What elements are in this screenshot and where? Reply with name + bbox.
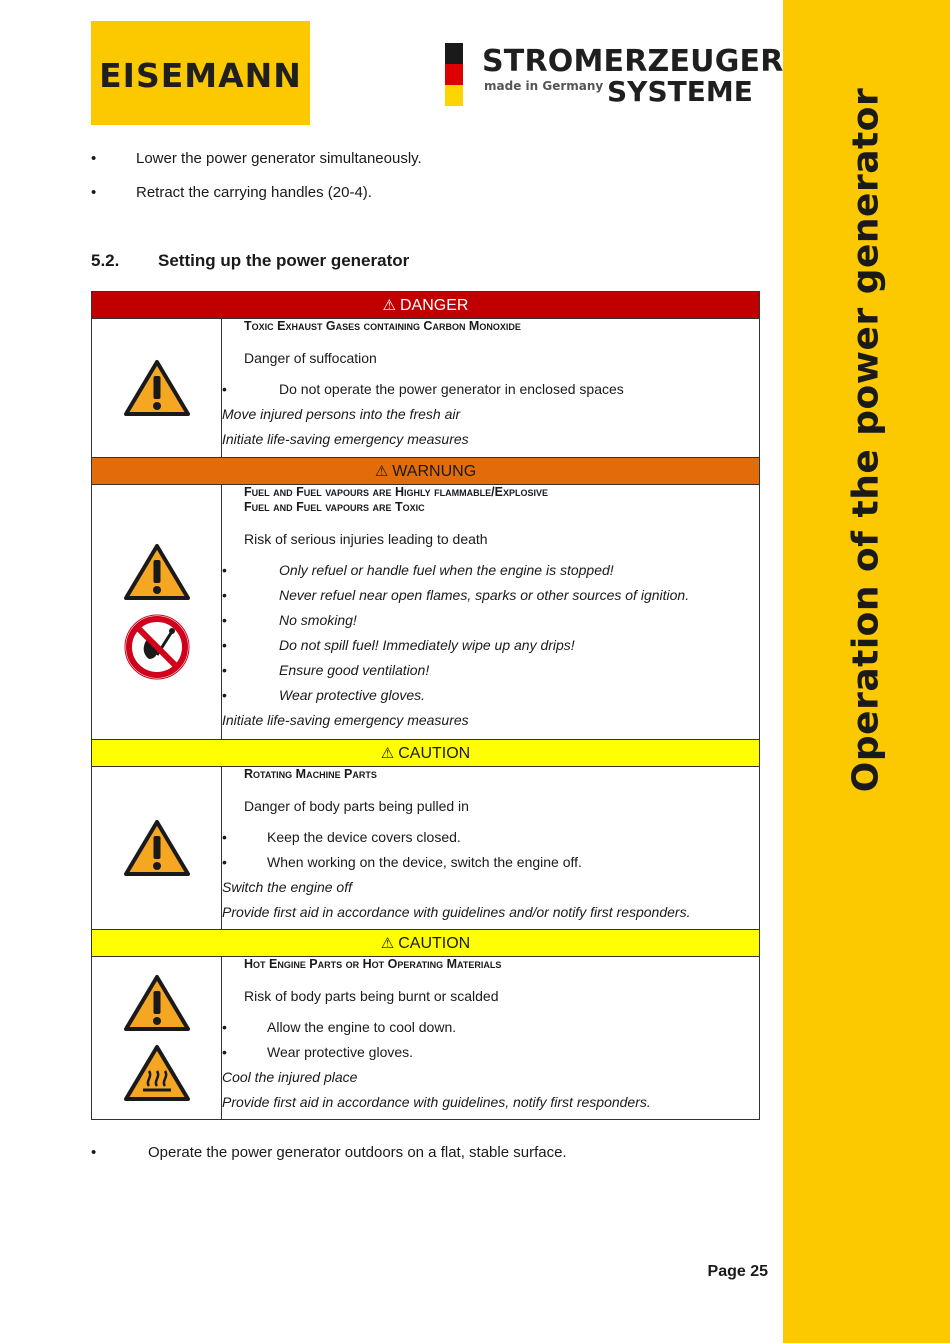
list-item [222, 558, 759, 583]
brand-made-in: made in Germany [484, 79, 604, 93]
list-item [222, 683, 759, 708]
list-item-text: Allow the engine to cool down. [267, 1019, 457, 1035]
section-title: Setting up the power generator [158, 251, 410, 270]
list-item [222, 583, 759, 608]
list-item-text: Never refuel near open flames, sparks or other sources of ignition. [279, 587, 690, 603]
german-flag-icon [445, 43, 463, 106]
list-item-text: Keep the device covers closed. [267, 829, 461, 845]
bullet-symbol: • [222, 687, 227, 703]
hot-surface-icon [123, 1044, 191, 1102]
list-item-text: Do not spill fuel! Immediately wipe up any drips! [279, 637, 575, 653]
bullet-symbol: • [222, 612, 227, 628]
sidebar-title: Operation of the power generator [845, 87, 887, 793]
safety-warnings-table [91, 291, 760, 1120]
section-number: 5.2. [91, 251, 120, 270]
caution-content [222, 767, 760, 930]
bullet-symbol: • [222, 587, 227, 603]
brand-title: STROMERZEUGER [482, 44, 784, 79]
bullet-symbol: • [222, 637, 227, 653]
logo-text: EISEMANN [99, 55, 302, 95]
list-item [222, 377, 759, 402]
bullet-symbol: • [91, 150, 97, 167]
warning-triangle-icon [123, 543, 191, 601]
list-item [222, 608, 759, 633]
page-number: Page 25 [707, 1263, 768, 1280]
list-item-text: No smoking! [279, 612, 357, 628]
bullet-symbol: • [222, 1044, 227, 1060]
caution-header [92, 930, 760, 957]
hazard-lead: Risk of body parts being burnt or scalded [244, 988, 499, 1004]
warning-triangle-icon [123, 359, 191, 417]
list-item-text: Do not operate the power generator in enclosed spaces [279, 381, 624, 397]
warning-triangle-icon [123, 974, 191, 1032]
list-item-text: Wear protective gloves. [267, 1044, 414, 1060]
hazard-lead: Risk of serious injuries leading to death [244, 531, 488, 547]
danger-header [92, 292, 760, 319]
warning-triangle-icon [123, 819, 191, 877]
warnung-label: WARNUNG [392, 462, 477, 480]
danger-label: DANGER [400, 296, 469, 314]
danger-content [222, 319, 760, 458]
hazard-title: Fuel and Fuel vapours are Toxic [244, 500, 425, 514]
caution-label: CAUTION [398, 934, 471, 952]
brand-subtitle: SYSTEME [607, 75, 753, 108]
bullet-symbol: • [91, 184, 97, 201]
hazard-note: Cool the injured place [222, 1069, 358, 1085]
warning-triangle-icon: ⚠ [380, 744, 395, 762]
hazard-lead: Danger of body parts being pulled in [244, 798, 469, 814]
list-item [222, 1040, 759, 1065]
hazard-note: Provide first aid in accordance with guidelines and/or notify first responders. [222, 904, 691, 920]
danger-icon-cell [92, 319, 222, 458]
list-item [222, 850, 759, 875]
caution-icon-cell [92, 957, 222, 1120]
list-item-text: Ensure good ventilation! [279, 662, 430, 678]
list-item-text: Retract the carrying handles (20-4). [136, 184, 372, 201]
bullet-symbol: • [91, 1144, 97, 1161]
warnung-icon-cell [92, 485, 222, 740]
list-item-text: Lower the power generator simultaneously. [136, 150, 422, 167]
caution-icon-cell [92, 767, 222, 930]
list-item [222, 1015, 759, 1040]
warnung-header [92, 458, 760, 485]
hazard-title: Hot Engine Parts or Hot Operating Materials [244, 957, 502, 971]
list-item [222, 658, 759, 683]
hazard-lead: Danger of suffocation [244, 350, 377, 366]
bullet-symbol: • [222, 854, 227, 870]
list-item [222, 633, 759, 658]
warning-triangle-icon: ⚠ [382, 296, 396, 314]
warnung-content [222, 485, 760, 740]
warning-triangle-icon: ⚠ [380, 934, 395, 952]
list-item-text: Only refuel or handle fuel when the engine is stopped! [279, 562, 614, 578]
list-item-text: Wear protective gloves. [279, 687, 426, 703]
list-item-text: When working on the device, switch the engine off. [267, 854, 582, 870]
hazard-title: Toxic Exhaust Gases containing Carbon Monoxide [244, 319, 521, 333]
eisemann-logo [91, 21, 310, 125]
bullet-symbol: • [222, 562, 227, 578]
hazard-note: Initiate life-saving emergency measures [222, 431, 469, 447]
caution-content [222, 957, 760, 1120]
caution-header [92, 740, 760, 767]
hazard-note: Switch the engine off [222, 879, 352, 895]
no-open-flame-icon [123, 613, 191, 681]
hazard-title: Fuel and Fuel vapours are Highly flammable/Explosive [244, 485, 548, 499]
hazard-title: Rotating Machine Parts [244, 767, 377, 781]
warning-triangle-icon: ⚠ [374, 462, 389, 480]
danger-row [92, 319, 760, 458]
list-item [222, 825, 759, 850]
hazard-note: Move injured persons into the fresh air [222, 406, 461, 422]
caution-row [92, 767, 760, 930]
list-item-text: Operate the power generator outdoors on a flat, stable surface. [148, 1144, 567, 1161]
warnung-row [92, 485, 760, 740]
caution-label: CAUTION [398, 744, 471, 762]
bullet-symbol: • [222, 662, 227, 678]
hazard-note: Initiate life-saving emergency measures [222, 712, 469, 728]
bullet-symbol: • [222, 829, 227, 845]
hazard-note: Provide first aid in accordance with guidelines, notify first responders. [222, 1094, 651, 1110]
bullet-symbol: • [222, 381, 227, 397]
caution-row [92, 957, 760, 1120]
bullet-symbol: • [222, 1019, 227, 1035]
